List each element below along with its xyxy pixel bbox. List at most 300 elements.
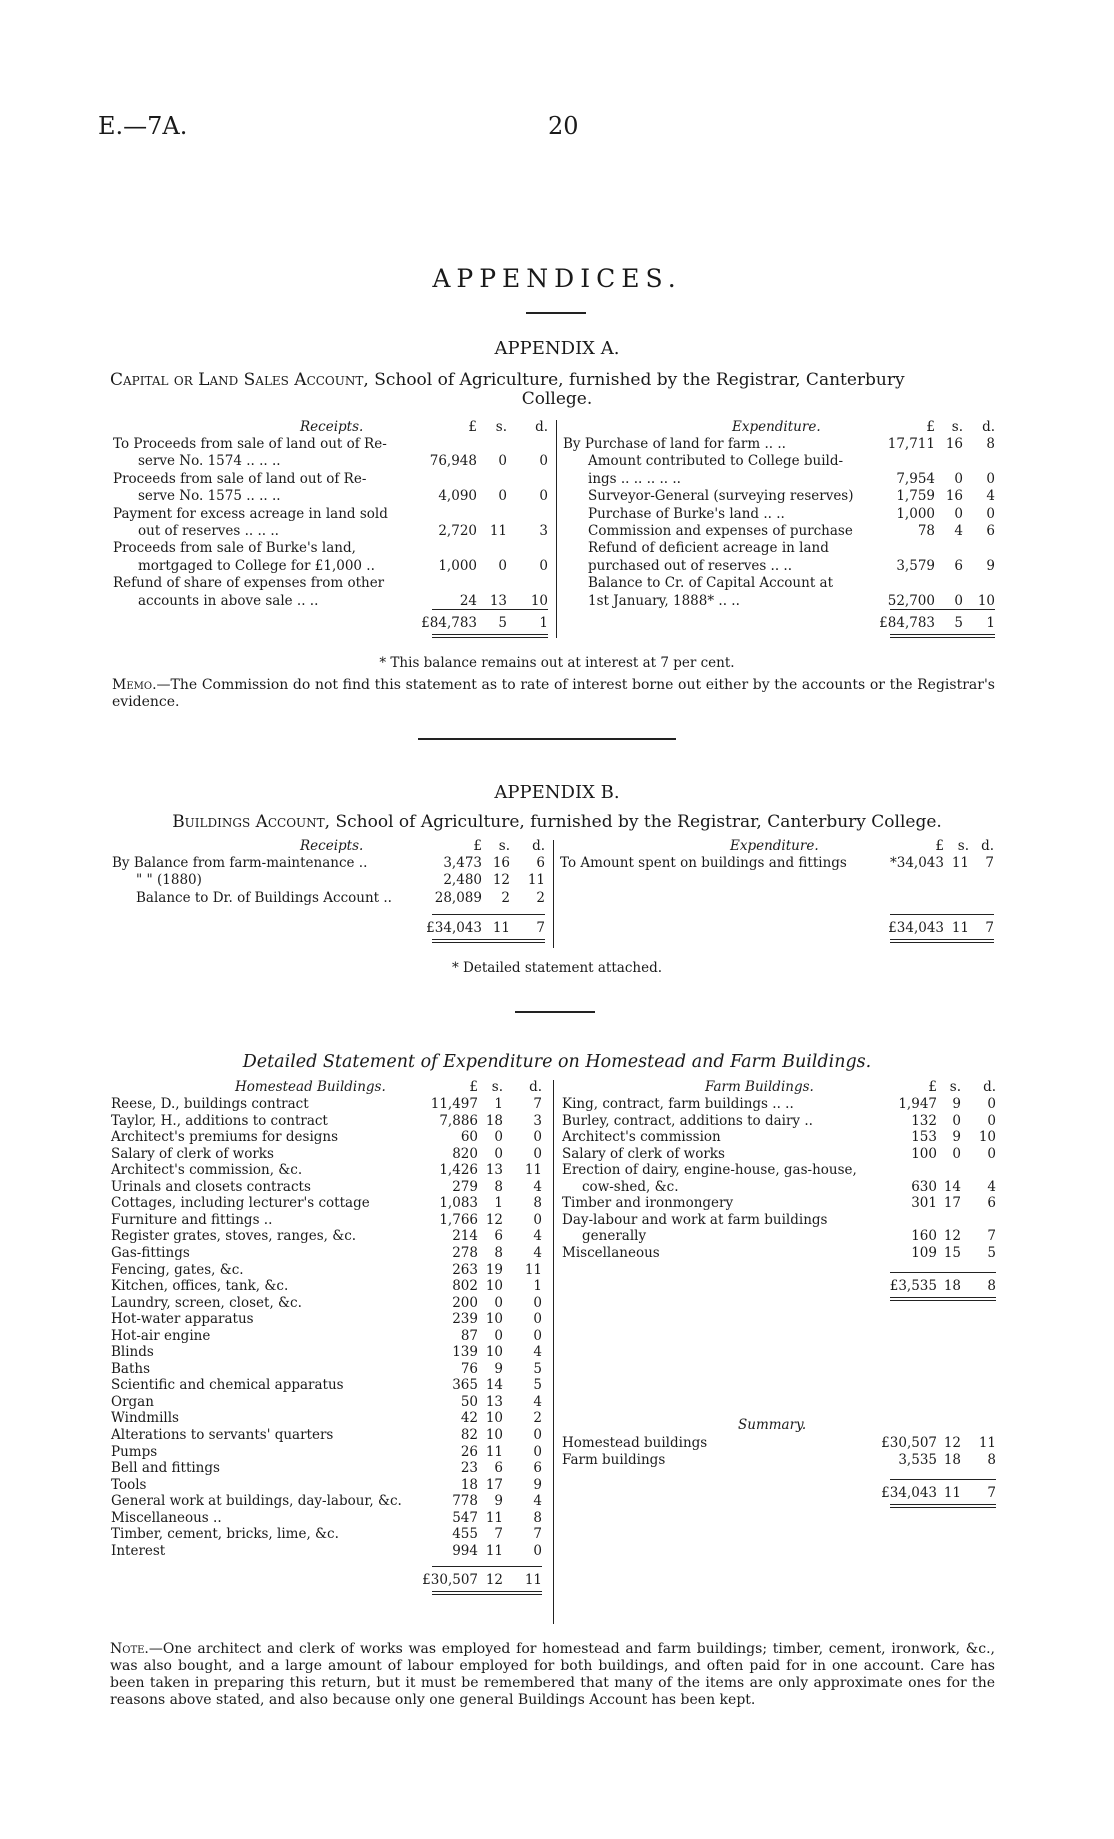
amount-pounds: 7,954 <box>896 470 935 487</box>
amount-pounds: 4,090 <box>438 488 477 505</box>
page-number: 20 <box>548 112 579 140</box>
amount-shillings: 9 <box>494 1493 503 1510</box>
amount-pounds: 109 <box>911 1244 937 1261</box>
total-double-rule <box>890 1297 996 1301</box>
amount-pence: 6 <box>536 855 545 871</box>
divider <box>418 738 676 740</box>
row-label: Erection of dairy, engine-house, gas-house, <box>562 1162 857 1179</box>
amount-pence: 4 <box>986 488 995 505</box>
amount-pence: 7 <box>985 855 994 871</box>
amount-pounds: 50 <box>460 1393 478 1410</box>
amount-pounds: 7,886 <box>439 1112 478 1129</box>
col-header-shillings: s. <box>498 837 510 854</box>
memo-text: —The Commission do not find this statement as to rate of interest borne out either by the accounts or the Registrar's evidence. <box>112 677 995 710</box>
amount-pence: 0 <box>533 1542 542 1559</box>
total-pence: 1 <box>539 615 548 631</box>
total-pence: 8 <box>987 1278 996 1294</box>
total-shillings: 11 <box>943 1485 961 1501</box>
total-rule <box>432 609 548 610</box>
total-double-rule <box>890 1504 996 1508</box>
total-pounds: £34,043 <box>426 920 482 936</box>
row-label: accounts in above sale .. .. <box>138 592 319 609</box>
row-label: General work at buildings, day-labour, &c. <box>111 1493 402 1510</box>
row-label: Kitchen, offices, tank, &c. <box>111 1278 289 1295</box>
row-label: Balance to Cr. of Capital Account at <box>588 575 834 592</box>
total-double-rule <box>432 634 548 638</box>
total-pence: 7 <box>987 1485 996 1501</box>
amount-shillings: 17 <box>943 1195 961 1212</box>
amount-pence: 0 <box>986 470 995 487</box>
amount-pence: 0 <box>533 1427 542 1443</box>
amount-pounds: 78 <box>917 523 935 539</box>
row-label: Interest <box>111 1542 166 1559</box>
amount-pence: 6 <box>987 1195 996 1212</box>
amount-pounds: 1,766 <box>439 1211 478 1228</box>
total-rule <box>890 1272 996 1273</box>
row-label: To Amount spent on buildings and fittings <box>560 855 847 871</box>
total-pence: 1 <box>986 615 995 631</box>
amount-shillings: 8 <box>494 1244 503 1261</box>
amount-pence: 11 <box>524 1261 542 1278</box>
a-memo <box>112 677 995 711</box>
total-rule <box>432 914 545 915</box>
row-label: Tools <box>111 1476 147 1493</box>
total-shillings: 5 <box>954 615 963 631</box>
col-header-pence: d. <box>983 1079 996 1096</box>
row-label: Commission and expenses of purchase <box>588 523 853 539</box>
col-header-shillings: s. <box>957 837 969 854</box>
total-pounds: £30,507 <box>422 1572 478 1588</box>
amount-pence: 4 <box>533 1244 542 1261</box>
amount-pounds: 279 <box>452 1178 478 1195</box>
amount-shillings: 10 <box>485 1278 503 1295</box>
amount-pence: 2 <box>536 889 545 906</box>
amount-pounds: 132 <box>911 1112 937 1129</box>
amount-shillings: 12 <box>485 1211 503 1228</box>
a-expenditure-label: Expenditure. <box>732 419 821 435</box>
amount-shillings: 16 <box>945 436 963 452</box>
amount-pounds: 1,000 <box>438 557 477 574</box>
amount-pence: 0 <box>533 1327 542 1344</box>
row-label: Refund of deficient acreage in land <box>588 540 829 557</box>
amount-shillings: 13 <box>489 592 507 609</box>
row-label: Furniture and fittings .. <box>111 1211 273 1228</box>
amount-pounds: 100 <box>911 1145 937 1162</box>
row-label: serve No. 1575 .. .. .. <box>138 488 281 505</box>
amount-pounds: 17,711 <box>887 436 935 452</box>
col-header-shillings: s. <box>495 418 507 435</box>
row-label: Payment for excess acreage in land sold <box>113 505 388 522</box>
amount-shillings: 11 <box>489 523 507 539</box>
row-label: purchased out of reserves .. .. <box>588 557 793 574</box>
row-label: Proceeds from sale of land out of Re- <box>113 470 367 487</box>
row-label: Architect's premiums for designs <box>111 1129 339 1146</box>
amount-shillings: 15 <box>943 1244 961 1261</box>
amount-shillings: 0 <box>954 470 963 487</box>
amount-shillings: 10 <box>485 1427 503 1443</box>
row-label: generally <box>582 1228 647 1245</box>
amount-pounds: 1,947 <box>898 1096 937 1112</box>
amount-pounds: 42 <box>460 1410 478 1427</box>
row-label: Pumps <box>111 1443 158 1460</box>
amount-pence: 1 <box>533 1278 542 1295</box>
amount-pounds: 547 <box>452 1509 478 1526</box>
total-pence: 7 <box>536 920 545 936</box>
amount-pence: 8 <box>986 436 995 452</box>
amount-pence: 10 <box>978 1129 996 1146</box>
amount-shillings: 19 <box>485 1261 503 1278</box>
appendix-a-account-name: Capital or Land Sales Account, <box>110 370 369 390</box>
appendix-b-subtitle <box>0 812 1114 832</box>
amount-pence: 7 <box>533 1526 542 1543</box>
amount-shillings: 7 <box>494 1526 503 1543</box>
amount-pounds: 3,535 <box>898 1451 937 1468</box>
amount-pence: 8 <box>987 1451 996 1468</box>
col-header-shillings: s. <box>491 1079 503 1096</box>
amount-pounds: *34,043 <box>890 855 944 871</box>
amount-pounds: 18 <box>460 1476 478 1493</box>
amount-pounds: 301 <box>911 1195 937 1212</box>
row-label: Burley, contract, additions to dairy .. <box>562 1112 813 1129</box>
appendix-a-subtitle-text: School of Agriculture, furnished by the Registrar, Canterbury <box>368 370 905 390</box>
appendix-a-subtitle <box>110 370 1000 390</box>
amount-pounds: 630 <box>911 1178 937 1195</box>
col-header-pence: d. <box>982 418 995 435</box>
amount-shillings: 12 <box>492 872 510 889</box>
amount-shillings: 13 <box>485 1393 503 1410</box>
amount-shillings: 0 <box>952 1112 961 1129</box>
amount-shillings: 6 <box>494 1460 503 1477</box>
amount-pence: 4 <box>533 1178 542 1195</box>
amount-shillings: 17 <box>485 1476 503 1493</box>
row-label: Urinals and closets contracts <box>111 1178 311 1195</box>
amount-pounds: 802 <box>452 1278 478 1295</box>
amount-pence: 0 <box>539 453 548 470</box>
amount-shillings: 10 <box>485 1410 503 1427</box>
amount-pence: 4 <box>533 1393 542 1410</box>
row-label: Windmills <box>111 1410 179 1427</box>
row-label: Timber, cement, bricks, lime, &c. <box>111 1526 339 1543</box>
row-label: Baths <box>111 1360 151 1377</box>
col-header-shillings: s. <box>951 418 963 435</box>
amount-shillings: 11 <box>485 1443 503 1460</box>
amount-pence: 4 <box>533 1493 542 1510</box>
total-pounds: £34,043 <box>888 920 944 936</box>
total-pounds: £3,535 <box>889 1278 937 1294</box>
total-pence: 11 <box>524 1572 542 1588</box>
total-double-rule <box>890 634 995 638</box>
row-label: Timber and ironmongery <box>562 1195 734 1212</box>
amount-shillings: 0 <box>494 1129 503 1146</box>
total-pence: 7 <box>985 920 994 936</box>
row-label: out of reserves .. .. .. <box>138 523 279 539</box>
row-label: cow-shed, &c. <box>582 1178 679 1195</box>
amount-pence: 0 <box>987 1145 996 1162</box>
appendix-b-subtitle-text: School of Agriculture, furnished by the Registrar, Canterbury College. <box>330 812 942 832</box>
total-shillings: 11 <box>951 920 969 936</box>
amount-pence: 8 <box>533 1509 542 1526</box>
amount-pence: 11 <box>978 1435 996 1451</box>
col-header-pounds: £ <box>468 418 477 435</box>
amount-pounds: 28,089 <box>434 889 482 906</box>
row-label: Miscellaneous .. <box>111 1509 222 1526</box>
amount-shillings: 11 <box>485 1542 503 1559</box>
amount-shillings: 0 <box>954 592 963 609</box>
amount-pence: 0 <box>539 488 548 505</box>
amount-shillings: 13 <box>485 1162 503 1179</box>
row-label: serve No. 1574 .. .. .. <box>138 453 281 470</box>
row-label: Register grates, stoves, ranges, &c. <box>111 1228 357 1245</box>
amount-pounds: 455 <box>452 1526 478 1543</box>
amount-shillings: 6 <box>494 1228 503 1245</box>
amount-shillings: 9 <box>952 1096 961 1112</box>
amount-pounds: 139 <box>452 1344 478 1361</box>
row-label: mortgaged to College for £1,000 .. <box>138 557 375 574</box>
total-shillings: 12 <box>485 1572 503 1588</box>
total-rule <box>890 609 995 610</box>
col-header-pounds: £ <box>469 1079 478 1096</box>
amount-pounds: 1,000 <box>896 505 935 522</box>
amount-shillings: 14 <box>485 1377 503 1394</box>
amount-pounds: 60 <box>460 1129 478 1146</box>
b-footnote: * Detailed statement attached. <box>451 960 663 976</box>
row-label: Blinds <box>111 1344 154 1361</box>
amount-shillings: 10 <box>485 1344 503 1361</box>
amount-pence: 2 <box>533 1410 542 1427</box>
appendix-a-heading: APPENDIX A. <box>494 338 620 359</box>
amount-shillings: 18 <box>485 1112 503 1129</box>
memo-label: Memo. <box>112 677 157 693</box>
amount-shillings: 12 <box>943 1435 961 1451</box>
row-label: By Purchase of land for farm .. .. <box>563 436 786 452</box>
total-pounds: £34,043 <box>881 1485 937 1501</box>
amount-pounds: 23 <box>460 1460 478 1477</box>
amount-pounds: 2,480 <box>443 872 482 889</box>
document-reference: E.—7A. <box>98 112 188 140</box>
row-label: Refund of share of expenses from other <box>113 575 385 592</box>
amount-pence: 4 <box>987 1178 996 1195</box>
amount-pounds: 263 <box>452 1261 478 1278</box>
amount-shillings: 4 <box>954 523 963 539</box>
b-receipts-label: Receipts. <box>300 838 364 854</box>
amount-shillings: 0 <box>498 453 507 470</box>
col-header-pounds: £ <box>928 1079 937 1096</box>
amount-pence: 6 <box>986 523 995 539</box>
row-label: Hot-air engine <box>111 1327 211 1344</box>
amount-pence: 0 <box>539 557 548 574</box>
amount-shillings: 0 <box>494 1145 503 1162</box>
amount-pence: 4 <box>533 1228 542 1245</box>
amount-pence: 0 <box>987 1112 996 1129</box>
amount-pence: 11 <box>527 872 545 889</box>
amount-shillings: 10 <box>485 1311 503 1328</box>
amount-pounds: 1,083 <box>439 1195 478 1212</box>
amount-pence: 0 <box>987 1096 996 1112</box>
amount-pounds: 26 <box>460 1443 478 1460</box>
row-label: Balance to Dr. of Buildings Account .. <box>136 889 392 906</box>
amount-pence: 10 <box>977 592 995 609</box>
amount-pounds: 3,579 <box>896 557 935 574</box>
amount-pounds: 3,473 <box>443 855 482 871</box>
row-label: Proceeds from sale of Burke's land, <box>113 540 356 557</box>
amount-pounds: 160 <box>911 1228 937 1245</box>
amount-pence: 0 <box>533 1443 542 1460</box>
amount-pence: 7 <box>533 1096 542 1112</box>
col-header-pounds: £ <box>473 837 482 854</box>
row-label: Cottages, including lecturer's cottage <box>111 1195 370 1212</box>
row-label: Homestead buildings <box>562 1435 708 1451</box>
amount-pence: 9 <box>533 1476 542 1493</box>
col-header-pence: d. <box>535 418 548 435</box>
amount-shillings: 1 <box>494 1195 503 1212</box>
amount-pence: 0 <box>533 1145 542 1162</box>
row-label: Bell and fittings <box>111 1460 220 1477</box>
amount-shillings: 0 <box>952 1145 961 1162</box>
amount-shillings: 16 <box>945 488 963 505</box>
total-shillings: 11 <box>492 920 510 936</box>
amount-pounds: 239 <box>452 1311 478 1328</box>
amount-shillings: 0 <box>954 505 963 522</box>
row-label: Laundry, screen, closet, &c. <box>111 1294 302 1311</box>
total-double-rule <box>890 939 994 943</box>
amount-shillings: 11 <box>485 1509 503 1526</box>
col-header-pence: d. <box>532 837 545 854</box>
appendix-a-subtitle-line2: College. <box>521 389 593 409</box>
amount-shillings: 0 <box>494 1327 503 1344</box>
amount-shillings: 1 <box>494 1096 503 1112</box>
col-header-shillings: s. <box>949 1079 961 1096</box>
amount-pounds: 278 <box>452 1244 478 1261</box>
amount-pence: 5 <box>987 1244 996 1261</box>
row-label: Fencing, gates, &c. <box>111 1261 244 1278</box>
row-label: By Balance from farm-maintenance .. <box>112 855 368 871</box>
col-header-pounds: £ <box>935 837 944 854</box>
amount-pence: 0 <box>533 1294 542 1311</box>
b-column-divider <box>553 840 554 948</box>
amount-shillings: 2 <box>501 889 510 906</box>
row-label: Surveyor-General (surveying reserves) <box>588 488 854 505</box>
total-shillings: 18 <box>943 1278 961 1294</box>
amount-pounds: 2,720 <box>438 523 477 539</box>
amount-pence: 0 <box>533 1311 542 1328</box>
amount-shillings: 12 <box>943 1228 961 1245</box>
summary-label: Summary. <box>738 1417 807 1433</box>
col-header-pounds: £ <box>926 418 935 435</box>
detailed-heading: Detailed Statement of Expenditure on Homestead and Farm Buildings. <box>242 1052 872 1072</box>
row-label: 1st January, 1888* .. .. <box>588 592 740 609</box>
amount-pence: 9 <box>986 557 995 574</box>
row-label: Farm buildings <box>562 1451 666 1468</box>
amount-pence: 11 <box>524 1162 542 1179</box>
col-header-pence: d. <box>981 837 994 854</box>
total-pounds: £84,783 <box>421 615 477 631</box>
appendix-b-heading: APPENDIX B. <box>494 782 620 803</box>
col-header-pence: d. <box>529 1079 542 1096</box>
a-receipts-label: Receipts. <box>300 419 364 435</box>
amount-pounds: 82 <box>460 1427 478 1443</box>
total-rule <box>432 1566 542 1567</box>
total-shillings: 5 <box>498 615 507 631</box>
amount-pounds: 214 <box>452 1228 478 1245</box>
row-label: " " (1880) <box>136 872 202 889</box>
row-label: Purchase of Burke's land .. .. <box>588 505 785 522</box>
amount-pounds: 153 <box>911 1129 937 1146</box>
appendix-b-account-name: Buildings Account, <box>172 812 331 832</box>
row-label: Gas-fittings <box>111 1244 190 1261</box>
amount-pounds: 778 <box>452 1493 478 1510</box>
d-column-divider <box>553 1080 554 1624</box>
row-label: Hot-water apparatus <box>111 1311 254 1328</box>
amount-pounds: £30,507 <box>881 1435 937 1451</box>
amount-pence: 4 <box>533 1344 542 1361</box>
amount-pence: 7 <box>987 1228 996 1245</box>
row-label: Salary of clerk of works <box>562 1145 725 1162</box>
row-label: Architect's commission, &c. <box>111 1162 303 1179</box>
row-label: Miscellaneous <box>562 1244 660 1261</box>
row-label: ings .. .. .. .. .. <box>588 470 681 487</box>
amount-shillings: 9 <box>952 1129 961 1146</box>
amount-pence: 3 <box>533 1112 542 1129</box>
note-text: —One architect and clerk of works was employed for homestead and farm buildings; timber, cement, ironwork, &c., was also bought, and a large amount of labour employed for both buildings, and often paid for in one account. Care has been taken in preparing this return, but it must be remembered that many of the items are only approximate ones for the reasons above stated, and also because only one general Buildings Account has been kept. <box>110 1641 995 1708</box>
amount-shillings: 0 <box>498 557 507 574</box>
amount-pence: 5 <box>533 1377 542 1394</box>
row-label: Architect's commission <box>562 1129 721 1146</box>
total-double-rule <box>432 1591 542 1595</box>
divider <box>526 312 586 314</box>
amount-pence: 0 <box>986 505 995 522</box>
amount-pounds: 1,759 <box>896 488 935 505</box>
amount-shillings: 0 <box>498 488 507 505</box>
row-label: King, contract, farm buildings .. .. <box>562 1096 794 1112</box>
amount-pence: 10 <box>530 592 548 609</box>
row-label: Organ <box>111 1393 154 1410</box>
amount-pence: 8 <box>533 1195 542 1212</box>
homestead-label: Homestead Buildings. <box>235 1079 386 1095</box>
amount-pounds: 200 <box>452 1294 478 1311</box>
page-title: APPENDICES. <box>432 264 682 293</box>
row-label: Scientific and chemical apparatus <box>111 1377 344 1394</box>
note-label: Note. <box>110 1641 149 1657</box>
note <box>110 1641 995 1709</box>
row-label: Alterations to servants' quarters <box>111 1427 334 1443</box>
row-label: Reese, D., buildings contract <box>111 1096 309 1112</box>
amount-pence: 0 <box>533 1129 542 1146</box>
amount-shillings: 0 <box>494 1294 503 1311</box>
amount-pence: 0 <box>533 1211 542 1228</box>
row-label: Salary of clerk of works <box>111 1145 274 1162</box>
divider <box>515 1011 595 1013</box>
amount-shillings: 8 <box>494 1178 503 1195</box>
a-column-divider <box>556 420 557 638</box>
amount-shillings: 9 <box>494 1360 503 1377</box>
amount-shillings: 11 <box>951 855 969 871</box>
amount-pounds: 820 <box>452 1145 478 1162</box>
total-pounds: £84,783 <box>879 615 935 631</box>
amount-pounds: 52,700 <box>887 592 935 609</box>
amount-shillings: 18 <box>943 1451 961 1468</box>
amount-pounds: 76 <box>460 1360 478 1377</box>
amount-shillings: 16 <box>492 855 510 871</box>
amount-pence: 6 <box>533 1460 542 1477</box>
b-expenditure-label: Expenditure. <box>730 838 819 854</box>
a-footnote: * This balance remains out at interest at 7 per cent. <box>379 655 735 671</box>
amount-pounds: 76,948 <box>429 453 477 470</box>
amount-pounds: 994 <box>452 1542 478 1559</box>
row-label: Taylor, H., additions to contract <box>111 1112 328 1129</box>
farm-label: Farm Buildings. <box>705 1079 814 1095</box>
total-double-rule <box>432 939 545 943</box>
total-rule <box>890 914 994 915</box>
